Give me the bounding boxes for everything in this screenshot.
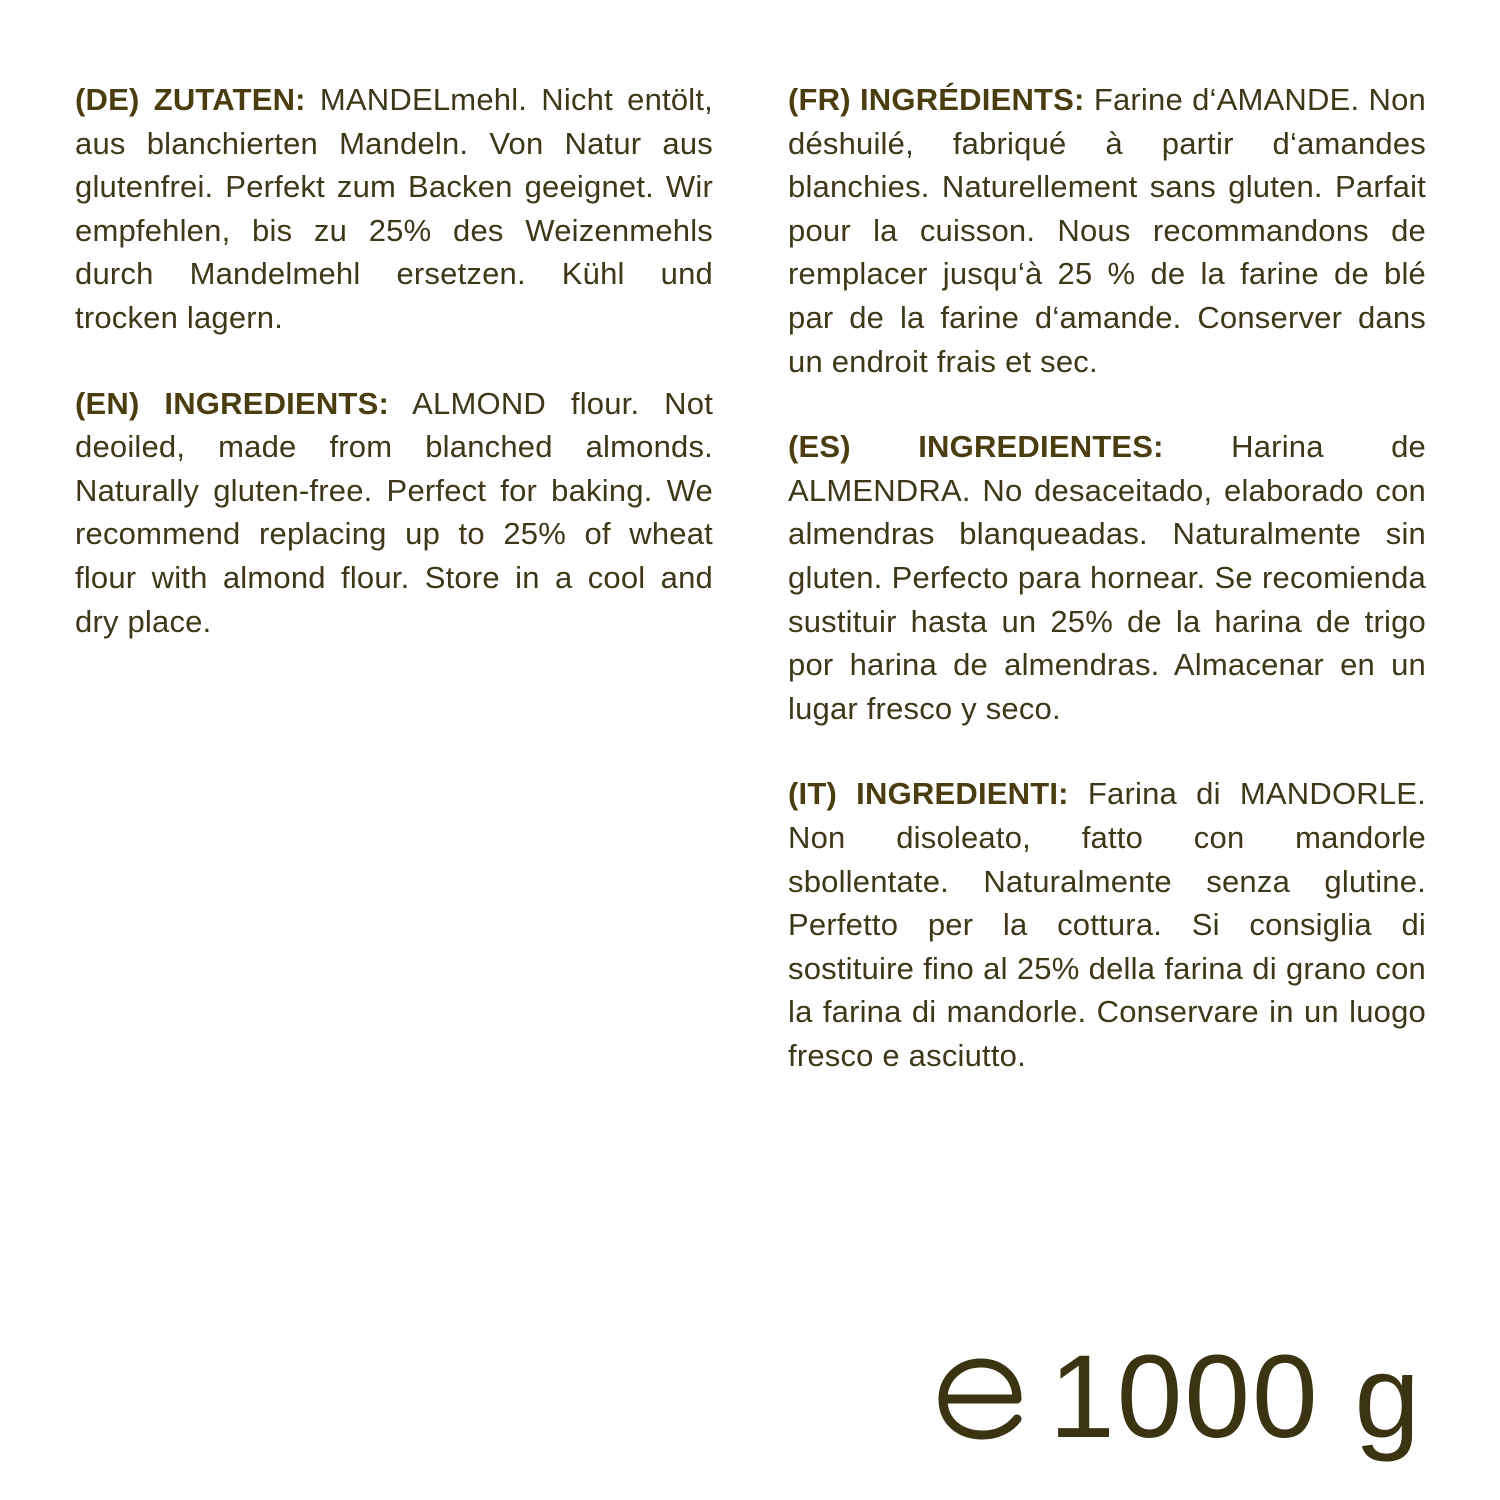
- ingredients-it: [788, 772, 1426, 1077]
- text-de: MANDELmehl. Nicht entölt, aus blanchierten Mandeln. Von Natur aus glutenfrei. Perfekt zum Backen geeignet. Wir empfehlen, bis zu 25% des Weizenmehls durch Mandelmehl ersetzen. Kühl und trocken lagern.: [75, 82, 713, 335]
- ingredients-en: [75, 382, 713, 644]
- text-en: ALMOND flour. Not deoiled, made from blanched almonds. Naturally gluten-free. Perfect for baking. We recommend replacing up to 25% of wheat flour with almond flour. Store in a cool and dry place.: [75, 385, 714, 639]
- heading-en: (EN) INGREDIENTS:: [75, 385, 389, 421]
- left-column: [75, 78, 713, 685]
- net-weight-value: 1000 g: [1049, 1331, 1422, 1463]
- heading-es: (ES) INGREDIENTES:: [788, 429, 1164, 465]
- heading-de: (DE) ZUTATEN:: [75, 82, 306, 117]
- ingredients-es: [788, 425, 1426, 730]
- ingredients-de: [75, 78, 713, 340]
- ingredients-fr: [788, 78, 1426, 383]
- right-column: [788, 78, 1426, 1119]
- text-it: Farina di MANDORLE. Non disoleato, fatto con mandorle sbollentate. Naturalmente senza glutine. Perfetto per la cottura. Si consiglia di sostituire fino al 25% della farina di grano con la farina di mandorle. Conservare in un luogo fresco e asciutto.: [788, 776, 1426, 1073]
- estimated-sign-icon: [935, 1347, 1027, 1447]
- net-weight: [935, 1331, 1422, 1463]
- text-fr: Farine d‘AMANDE. Non déshuilé, fabriqué à partir d‘amandes blanchies. Naturellement sans gluten. Parfait pour la cuisson. Nous recommandons de remplacer jusqu‘à 25 % de la farine de blé par de la farine d‘amande. Conserver dans un endroit frais et sec.: [788, 82, 1426, 379]
- heading-fr: (FR) INGRÉDIENTS:: [788, 82, 1085, 117]
- heading-it: (IT) INGREDIENTI:: [788, 776, 1069, 812]
- text-es: Harina de ALMENDRA. No desaceitado, elaborado con almendras blanqueadas. Naturalmente sin gluten. Perfecto para hornear. Se recomienda sustituir hasta un 25% de la harina de trigo por harina de almendras. Almacenar en un lugar fresco y seco.: [788, 429, 1426, 726]
